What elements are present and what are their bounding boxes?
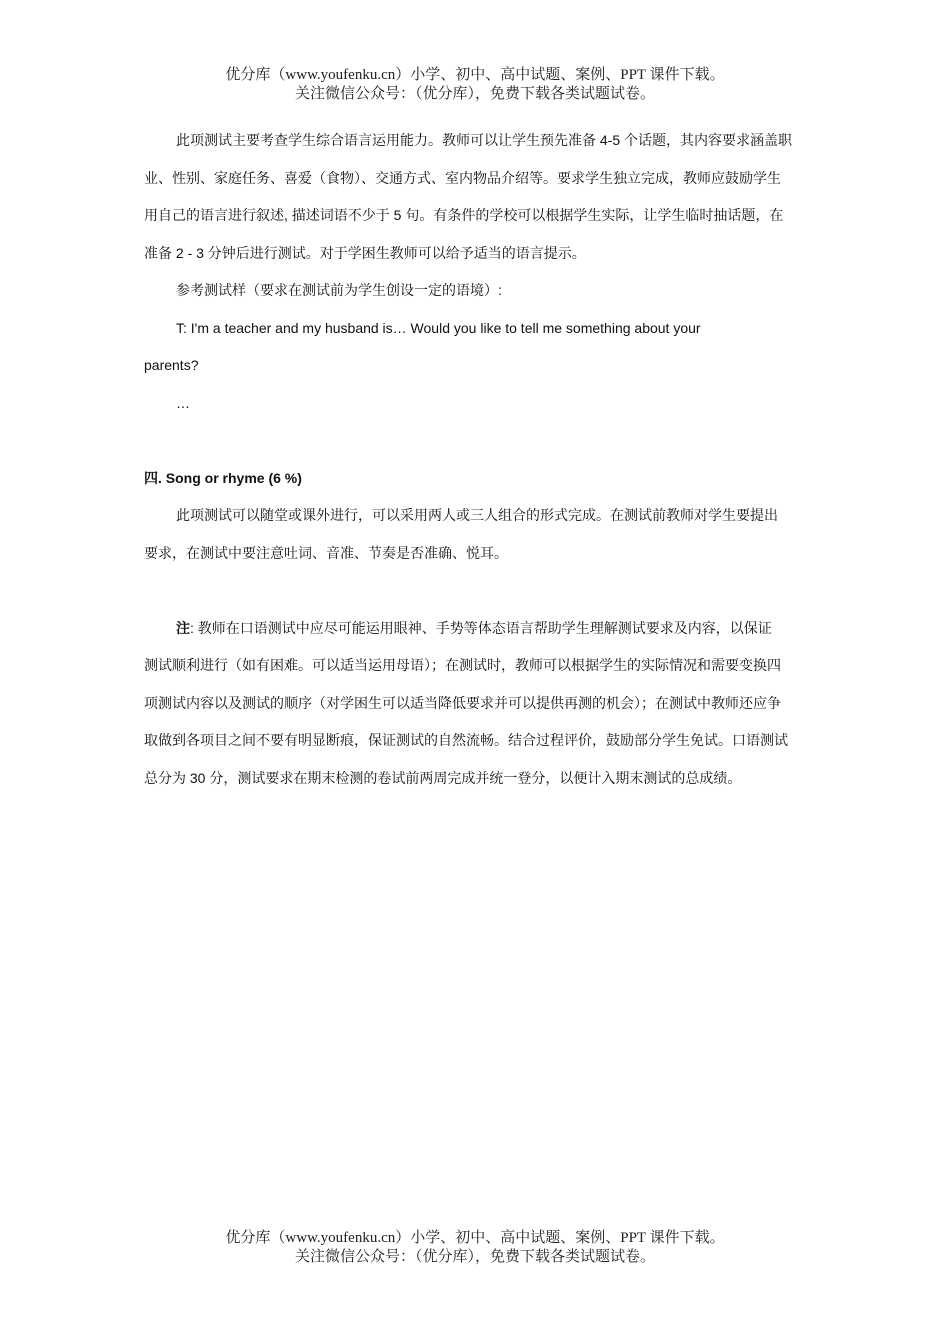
page-footer [0,1229,950,1267]
spacer [144,422,808,460]
note-text-1: : 教师在口语测试中应尽可能运用眼神、手势等体态语言帮助学生理解测试要求及内容，以保证 [190,619,772,636]
ellipsis: … [176,394,190,411]
note-label: 注 [176,619,190,636]
note-line-1 [144,610,808,648]
header-line-1: 优分库（www.youfenku.cn）小学、初中、高中试题、案例、PPT 课件下载。 [225,67,725,83]
para1-line-2: 业、性别、家庭任务、喜爱（食物）、交通方式、室内物品介绍等。要求学生独立完成，教师应鼓励学生 [144,169,781,186]
para1-line-1: 此项测试主要考查学生综合语言运用能力。教师可以让学生预先准备 4-5 个话题，其内容要求涵盖职 [176,132,793,148]
section-4-number: 四 [144,469,158,486]
footer-line-2: 关注微信公众号：（优分库），免费下载各类试题试卷。 [294,1249,655,1265]
page-header [0,66,950,104]
para1-line-4: 准备 2 - 3 分钟后进行测试。对于学困生教师可以给予适当的语言提示。 [144,244,586,261]
sample-dialogue-line-2: parents? [144,357,199,373]
note-line-4: 取做到各项目之间不要有明显断痕，保证测试的自然流畅。结合过程评价，鼓励部分学生免试。口语测试 [144,732,788,748]
note-line-3: 项测试内容以及测试的顺序（对学困生可以适当降低要求并可以提供再测的机会）；在测试中教师还应争 [144,694,781,711]
footer-line-1: 优分库（www.youfenku.cn）小学、初中、高中试题、案例、PPT 课件下载。 [225,1230,725,1246]
reference-sample-title: 参考测试样（要求在测试前为学生创设一定的语境）: [176,282,502,298]
spacer [144,572,808,610]
para2-line-2: 要求，在测试中要注意吐词、音准、节奏是否准确、悦耳。 [144,544,508,561]
note-line-2: 测试顺利进行（如有困难。可以适当运用母语）；在测试时，教师可以根据学生的实际情况和需要变换四 [144,657,781,673]
header-line-2: 关注微信公众号：（优分库），免费下载各类试题试卷。 [294,86,655,102]
sample-dialogue-line-1: T: I'm a teacher and my husband is… Would you like to tell me something about your [176,319,701,336]
section-4-heading [144,460,808,498]
note-line-5: 总分为 30 分，测试要求在期末检测的卷试前两周完成并统一登分，以便计入期末测试的总成绩。 [144,769,742,786]
para1-line-3: 用自己的语言进行叙述, 描述词语不少于 5 句。有条件的学校可以根据学生实际，让学生临时抽话题，在 [144,207,784,223]
para2-line-1: 此项测试可以随堂或课外进行，可以采用两人或三人组合的形式完成。在测试前教师对学生要提出 [176,507,778,523]
document-body [144,122,808,797]
section-4-title: . Song or rhyme (6 %) [158,469,302,486]
